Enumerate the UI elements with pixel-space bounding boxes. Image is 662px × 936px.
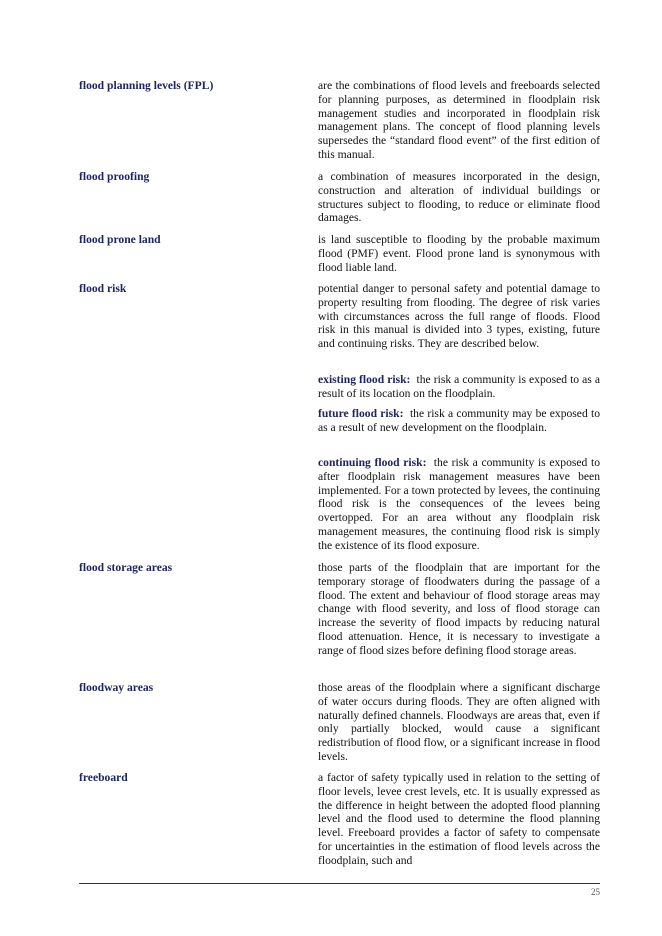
risk-type-future xyxy=(318,407,600,435)
risk-type-text: the risk a community may be exposed to as a result of new development on the floodplain. xyxy=(318,407,601,434)
glossary-definition: are the combinations of flood levels and freeboards selected for planning purposes, as determined in floodplain risk management studies and incorporated in floodplain risk management plans. The concept of flood planning levels supersedes the “standard flood event” of the first edition of this manual. xyxy=(318,79,600,161)
risk-type-text: the risk a community is exposed to after floodplain risk management measures have been implemented. For a town protected by levees, the continuing flood risk is the consequences of the levees being overtopped. For an area without any floodplain risk management measures, the continuing flood risk is simply the existence of its flood exposure. xyxy=(318,456,600,552)
risk-type-continuing xyxy=(318,456,600,553)
glossary-term: flood planning levels (FPL) xyxy=(79,79,214,92)
risk-type-label: continuing flood risk: xyxy=(318,456,427,469)
glossary-definition: those parts of the floodplain that are important for the temporary storage of floodwaters during the passage of a flood. The extent and behaviour of flood storage areas may change with flood severity, and loss of flood storage can increase the severity of flood impacts by reducing natural flood attenuation. Hence, it is necessary to investigate a range of flood sizes before defining flood storage areas. xyxy=(318,561,600,657)
glossary-term: flood prone land xyxy=(79,233,161,246)
glossary-definition: those areas of the floodplain where a significant discharge of water occurs during floods. They are often aligned with naturally defined channels. Floodways are areas that, even if only partially blocked, would cause a significant redistribution of flood flow, or a significant increase in flood levels. xyxy=(318,681,600,763)
risk-type-label: future flood risk: xyxy=(318,407,404,420)
glossary-term: floodway areas xyxy=(79,681,154,694)
glossary-definition: potential danger to personal safety and potential damage to property resulting from flooding. The degree of risk varies with circumstances across the full range of floods. Flood risk in this manual is divided into 3 types, existing, future and continuing risks. They are described below. xyxy=(318,282,600,351)
glossary-term: freeboard xyxy=(79,771,128,784)
glossary-definition: a combination of measures incorporated in the design, construction and alteration of individual buildings or structures subject to flooding, to reduce or eliminate flood damages. xyxy=(318,170,600,225)
risk-type-label: existing flood risk: xyxy=(318,373,411,386)
page-number: 25 xyxy=(591,887,600,897)
risk-type-text: the risk a community is exposed to as a result of its location on the floodplain. xyxy=(318,373,600,400)
glossary-term: flood proofing xyxy=(79,170,150,183)
risk-type-existing xyxy=(318,373,600,401)
glossary-term: flood storage areas xyxy=(79,561,173,574)
glossary-definition: is land susceptible to flooding by the probable maximum flood (PMF) event. Flood prone land is synonymous with flood liable land. xyxy=(318,233,600,274)
glossary-definition: a factor of safety typically used in relation to the setting of floor levels, levee crest levels, etc. It is usually expressed as the difference in height between the adopted flood planning level and the flood used to determine the flood planning level. Freeboard provides a factor of safety to compensate for uncertainties in the estimation of flood levels across the floodplain, such and xyxy=(318,771,600,867)
footer-divider xyxy=(79,883,600,884)
glossary-term: flood risk xyxy=(79,282,127,295)
